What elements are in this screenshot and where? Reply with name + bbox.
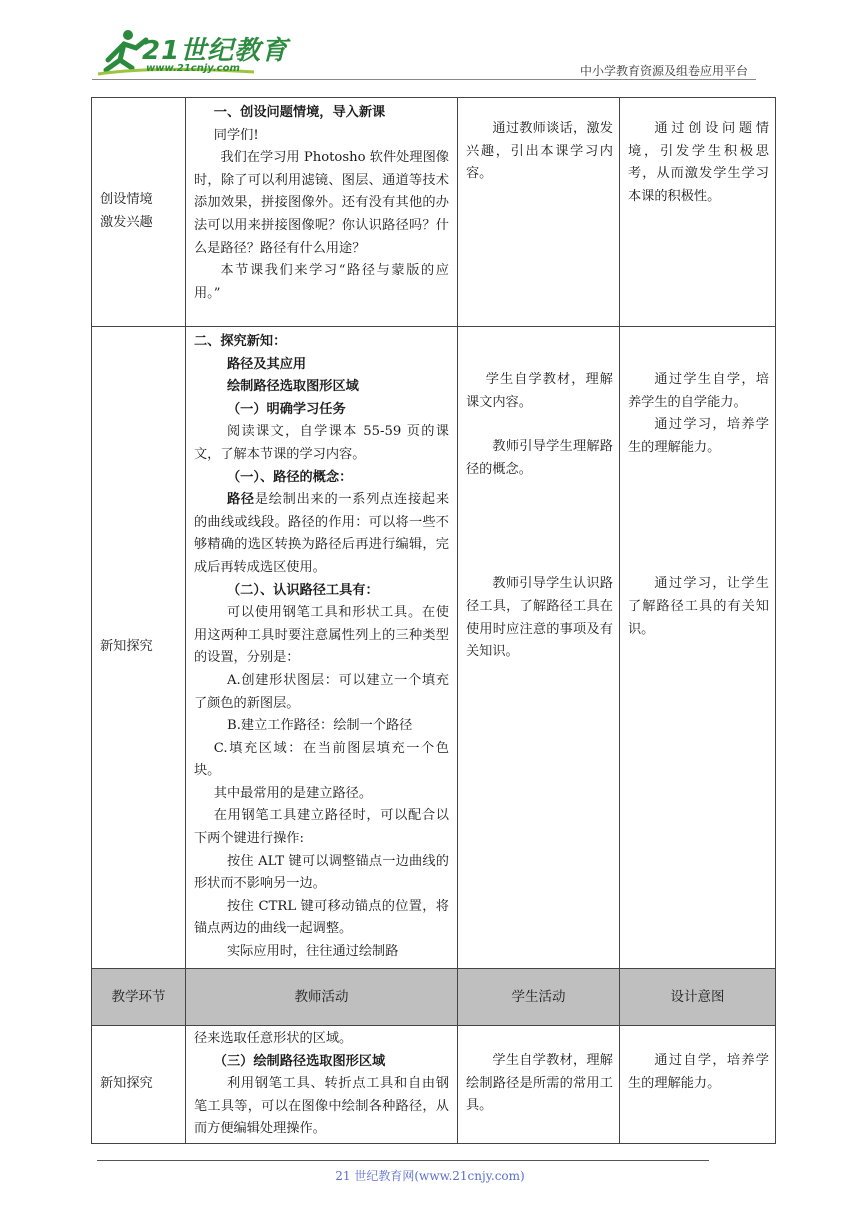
- paragraph: 按住 ALT 键可以调整锚点一边曲线的形状而不影响另一边。: [194, 853, 449, 892]
- page-header: [0, 0, 860, 90]
- paragraph: 按住 CTRL 键可移动锚点的位置，将锚点两边的曲线一起调整。: [194, 898, 449, 937]
- paragraph: 可以使用钢笔工具和形状工具。在使用这两种工具时要注意属性列上的三种类型的设置，分别是：: [194, 605, 449, 666]
- footer-divider: [97, 1160, 709, 1161]
- student-activity-cell: [458, 1026, 620, 1144]
- subheading: 绘制路径选取图形区域: [227, 379, 359, 395]
- design-intent-cell: [620, 1026, 776, 1144]
- section-heading: 二、探究新知：: [194, 334, 287, 349]
- platform-name: 中小学教育资源及组卷应用平台: [579, 64, 748, 78]
- stage-cell: 新知探究: [92, 1026, 186, 1144]
- design-intent-cell: [620, 327, 776, 969]
- paragraph: 通过学生自学，培养学生的自学能力。: [628, 372, 769, 410]
- stage-cell: 新知探究: [92, 327, 186, 969]
- paragraph: 阅读课文，自学课本 55-59 页的课文，了解本节课的学习内容。: [194, 424, 449, 462]
- lesson-plan-table: [91, 97, 776, 1144]
- section-heading: 一、创设问题情境，导入新课: [213, 105, 386, 120]
- paragraph: [194, 489, 449, 579]
- subheading: （三）绘制路径选取图形区域: [213, 1053, 386, 1069]
- paragraph: 利用钢笔工具、转折点工具和自由钢笔工具等，可以在图像中绘制各种路径，从而方便编辑处理操作。: [194, 1076, 449, 1137]
- subheading: （二）、认识路径工具有：: [227, 582, 379, 598]
- header-intent: 设计意图: [620, 969, 776, 1026]
- paragraph: 我们在学习用 Photosho 软件处理图像时，除了可以利用滤镜、图层、通道等技术添加效果，拼接图像外。还有没有其他的办法可以用来拼接图像呢？你认识路径吗？什么是路径？路径有什么用途？: [194, 150, 449, 256]
- paragraph: 学生自学教材，理解课文内容。: [466, 372, 613, 410]
- paragraph: A.创建形状图层：可以建立一个填充了颜色的新图层。: [194, 672, 449, 711]
- table-row: [92, 327, 776, 969]
- teacher-activity-cell: [186, 327, 458, 969]
- paragraph: 本节课我们来学习“路径与蒙版的应用。”: [194, 263, 449, 301]
- student-activity-cell: [458, 98, 620, 327]
- paragraph: 通过教师谈话，激发兴趣，引出本课学习内容。: [466, 121, 613, 182]
- paragraph: 同学们!: [213, 127, 259, 143]
- teacher-activity-cell: [186, 98, 458, 327]
- stage-cell: 创设情境 激发兴趣: [92, 98, 186, 327]
- paragraph: 其中最常用的是建立路径。: [213, 785, 373, 801]
- paragraph: 通过学习，让学生了解路径工具的有关知识。: [628, 576, 769, 637]
- header-student: 学生活动: [458, 969, 620, 1026]
- footer-text: 21 世纪教育网(www.21cnjy.com): [335, 1169, 525, 1183]
- paragraph: 通过学习，培养学生的理解能力。: [628, 417, 769, 455]
- teacher-activity-cell: [186, 1026, 458, 1144]
- paragraph: 在用钢笔工具建立路径时，可以配合以下两个键进行操作:: [194, 808, 449, 847]
- paragraph: 教师引导学生认识路径工具，了解路径工具在使用时应注意的事项及有关知识。: [466, 576, 613, 660]
- table-row: [92, 1026, 776, 1144]
- paragraph: 径来选取任意形状的区域。: [194, 1031, 353, 1046]
- header-teacher: 教师活动: [186, 969, 458, 1026]
- paragraph: B.建立工作路径：绘制一个路径: [227, 718, 413, 734]
- subheading: （一）、路径的概念：: [227, 469, 353, 485]
- table-row: [92, 98, 776, 327]
- paragraph: C.填充区域：在当前图层填充一个色块。: [194, 740, 449, 779]
- paragraph: 实际应用时，往往通过绘制路: [227, 944, 399, 960]
- design-intent-cell: [620, 98, 776, 327]
- logo-text: 21世纪教育: [142, 36, 289, 66]
- term-path: 路径: [227, 492, 255, 508]
- table-header-row: [92, 969, 776, 1026]
- student-activity-cell: [458, 327, 620, 969]
- definition-text: 是绘制出来的一系列点连接起来的曲线或线段。路径的作用：可以将一些不够精确的选区转换为路径后再进行编辑，完成后再转成选区使用。: [194, 492, 450, 575]
- header-divider: [92, 79, 756, 80]
- paragraph: 通过自学，培养学生的理解能力。: [628, 1053, 769, 1091]
- subheading: 路径及其应用: [227, 356, 307, 372]
- paragraph: 学生自学教材，理解绘制路径是所需的常用工具。: [466, 1053, 613, 1114]
- logo-url: www.21cnjy.com: [146, 63, 240, 74]
- header-stage: 教学环节: [92, 969, 186, 1026]
- subheading: （一）明确学习任务: [227, 401, 346, 417]
- paragraph: 教师引导学生理解路径的概念。: [466, 439, 613, 477]
- paragraph: 通过创设问题情境，引发学生积极思考，从而激发学生学习本课的积极性。: [628, 121, 769, 204]
